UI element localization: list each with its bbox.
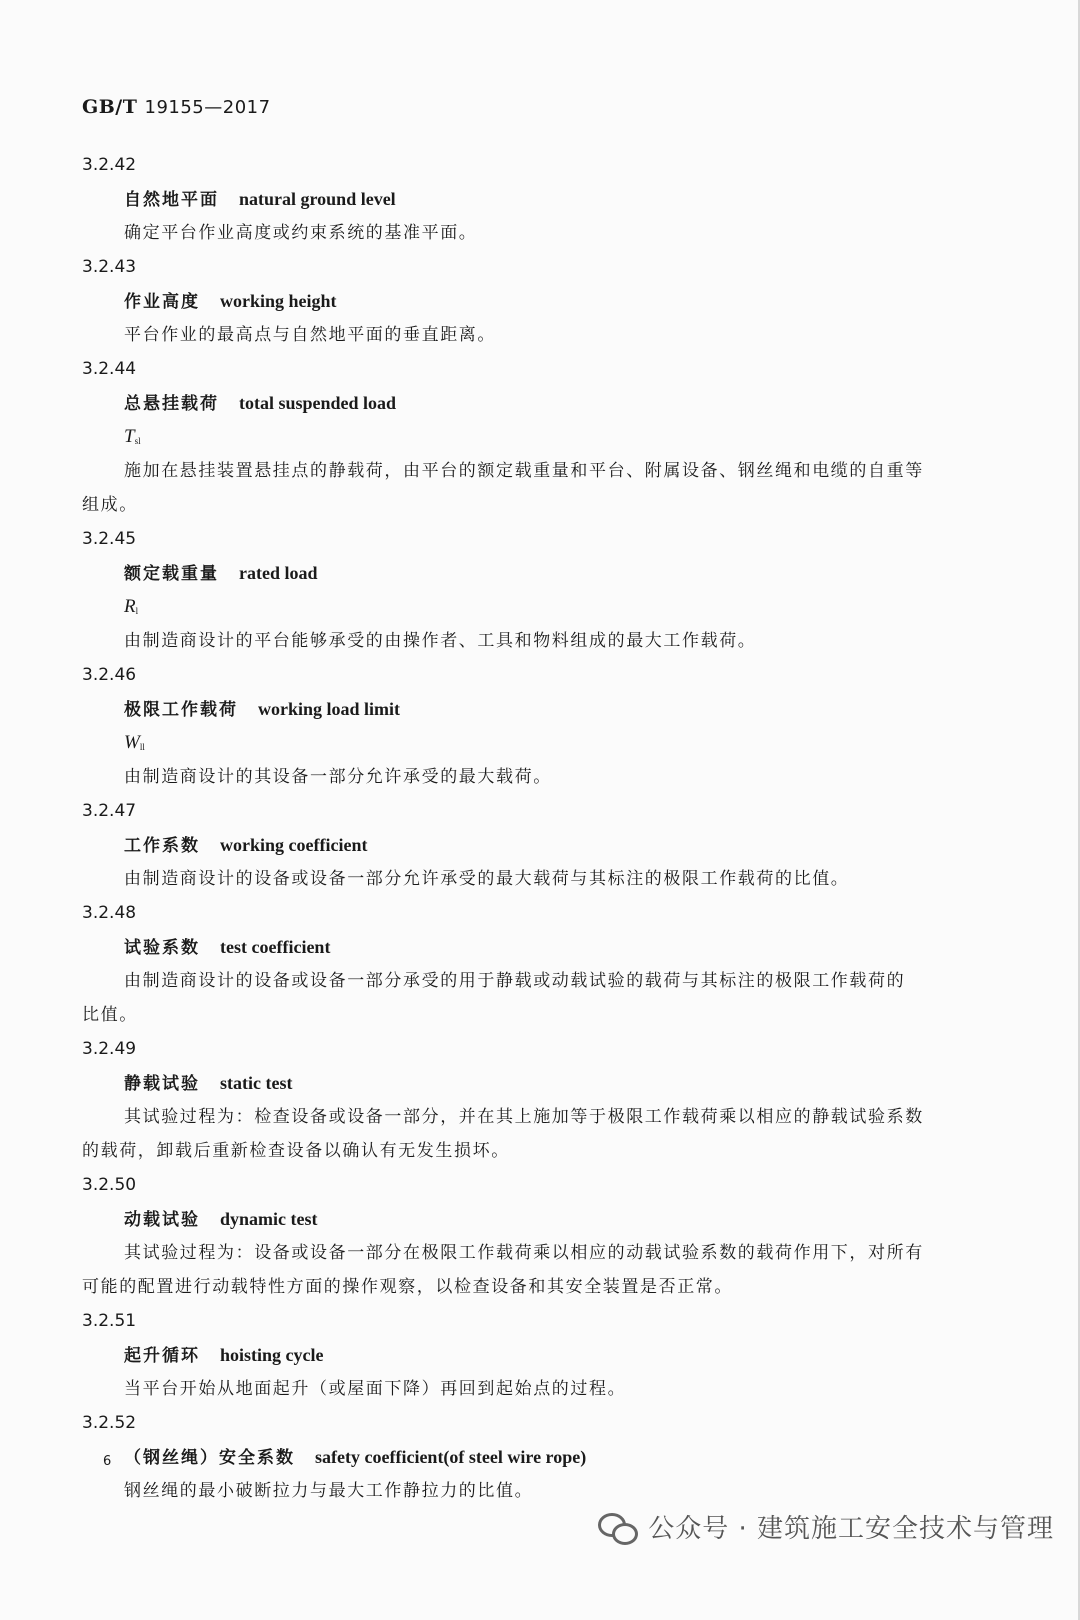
term-definition — [0, 1236, 1078, 1304]
wechat-icon — [598, 1511, 638, 1543]
term-definition — [0, 454, 1078, 522]
clause-number: 3.2.51 — [82, 1311, 137, 1331]
term-title — [0, 1066, 1078, 1100]
definition-line: 其试验过程为：设备或设备一部分在极限工作载荷乘以相应的动载试验系数的载荷作用下，对所有 — [124, 1243, 924, 1263]
clause-number: 3.2.49 — [82, 1039, 137, 1059]
term-chinese: 极限工作载荷 — [124, 700, 238, 720]
term-title — [0, 692, 1078, 726]
term-chinese: 作业高度 — [124, 292, 200, 312]
term-symbol — [0, 420, 1078, 454]
term-definition — [0, 624, 1078, 658]
definition-line: 由制造商设计的设备或设备一部分允许承受的最大载荷与其标注的极限工作载荷的比值。 — [124, 869, 850, 889]
term-title — [0, 1338, 1078, 1372]
definition-line: 由制造商设计的平台能够承受的由操作者、工具和物料组成的最大工作载荷。 — [124, 631, 757, 651]
term-definition — [0, 1100, 1078, 1168]
term-chinese: 工作系数 — [124, 836, 200, 856]
watermark — [598, 1508, 1054, 1545]
definition-line: 确定平台作业高度或约束系统的基准平面。 — [124, 223, 478, 243]
term-english: static test — [220, 1073, 293, 1093]
term-entry — [0, 1032, 1078, 1168]
symbol-subscript: l — [135, 606, 139, 616]
clause-number: 3.2.47 — [82, 801, 137, 821]
definition-line: 组成。 — [82, 495, 138, 515]
definition-line: 的载荷，卸载后重新检查设备以确认有无发生损坏。 — [82, 1141, 510, 1161]
term-chinese: 起升循环 — [124, 1346, 200, 1366]
term-title — [0, 284, 1078, 318]
definition-line: 施加在悬挂装置悬挂点的静载荷，由平台的额定载重量和平台、附属设备、钢丝绳和电缆的自重等 — [124, 461, 924, 481]
watermark-text: 公众号 · 建筑施工安全技术与管理 — [648, 1514, 1054, 1544]
term-english: working load limit — [258, 699, 401, 719]
term-chinese: 额定载重量 — [124, 564, 219, 584]
term-symbol — [0, 590, 1078, 624]
term-entry — [0, 658, 1078, 794]
definition-line: 比值。 — [82, 1005, 138, 1025]
term-definition — [0, 216, 1078, 250]
term-english: safety coefficient(of steel wire rope) — [315, 1447, 587, 1467]
term-chinese: 试验系数 — [124, 938, 200, 958]
definition-line: 其试验过程为：检查设备或设备一部分，并在其上施加等于极限工作载荷乘以相应的静载试验系数 — [124, 1107, 924, 1127]
term-entry — [0, 352, 1078, 522]
term-chinese: 自然地平面 — [124, 190, 219, 210]
term-chinese: （钢丝绳）安全系数 — [124, 1448, 295, 1468]
definition-line: 钢丝绳的最小破断拉力与最大工作静拉力的比值。 — [124, 1481, 534, 1501]
term-entry — [0, 794, 1078, 896]
term-definition — [0, 964, 1078, 1032]
term-title — [0, 182, 1078, 216]
symbol-letter: W — [124, 732, 140, 753]
term-english: dynamic test — [220, 1209, 318, 1229]
symbol-letter: T — [124, 426, 135, 447]
term-definition — [0, 318, 1078, 352]
definition-line: 当平台开始从地面起升（或屋面下降）再回到起始点的过程。 — [124, 1379, 627, 1399]
definition-line: 由制造商设计的设备或设备一部分承受的用于静载或动载试验的载荷与其标注的极限工作载荷的 — [124, 971, 906, 991]
standard-code-year: 19155—2017 — [144, 97, 271, 118]
term-list — [0, 148, 1078, 1508]
term-english: working coefficient — [220, 835, 368, 855]
symbol-letter: R — [124, 596, 136, 617]
definition-line: 由制造商设计的其设备一部分允许承受的最大载荷。 — [124, 767, 552, 787]
clause-number: 3.2.48 — [82, 903, 137, 923]
clause-number: 3.2.46 — [82, 665, 137, 685]
term-english: rated load — [239, 563, 318, 583]
term-english: test coefficient — [220, 937, 331, 957]
term-title — [0, 386, 1078, 420]
term-title — [0, 828, 1078, 862]
term-entry — [0, 148, 1078, 250]
term-definition — [0, 862, 1078, 896]
clause-number: 3.2.44 — [82, 359, 137, 379]
term-english: hoisting cycle — [220, 1345, 324, 1365]
term-english: total suspended load — [239, 393, 397, 413]
term-chinese: 静载试验 — [124, 1074, 200, 1094]
term-entry — [0, 250, 1078, 352]
clause-number: 3.2.50 — [82, 1175, 137, 1195]
term-definition — [0, 1474, 1078, 1508]
term-entry — [0, 1406, 1078, 1508]
standard-code — [82, 96, 271, 118]
term-title — [0, 556, 1078, 590]
page-number: 6 — [103, 1454, 112, 1469]
definition-line: 平台作业的最高点与自然地平面的垂直距离。 — [124, 325, 496, 345]
term-entry — [0, 896, 1078, 1032]
symbol-subscript: ll — [139, 742, 145, 752]
term-title — [0, 1202, 1078, 1236]
clause-number: 3.2.52 — [82, 1413, 137, 1433]
symbol-subscript: sl — [134, 436, 141, 446]
term-symbol — [0, 726, 1078, 760]
term-definition — [0, 760, 1078, 794]
standard-code-prefix: GB/T — [82, 96, 138, 118]
term-entry — [0, 522, 1078, 658]
definition-line: 可能的配置进行动载特性方面的操作观察，以检查设备和其安全装置是否正常。 — [82, 1277, 733, 1297]
term-entry — [0, 1168, 1078, 1304]
clause-number: 3.2.43 — [82, 257, 137, 277]
term-chinese: 动载试验 — [124, 1210, 200, 1230]
term-chinese: 总悬挂载荷 — [124, 394, 219, 414]
clause-number: 3.2.45 — [82, 529, 137, 549]
term-title — [0, 930, 1078, 964]
term-english: working height — [220, 291, 337, 311]
term-entry — [0, 1304, 1078, 1406]
term-definition — [0, 1372, 1078, 1406]
term-title — [0, 1440, 1078, 1474]
clause-number: 3.2.42 — [82, 155, 137, 175]
term-english: natural ground level — [239, 189, 396, 209]
